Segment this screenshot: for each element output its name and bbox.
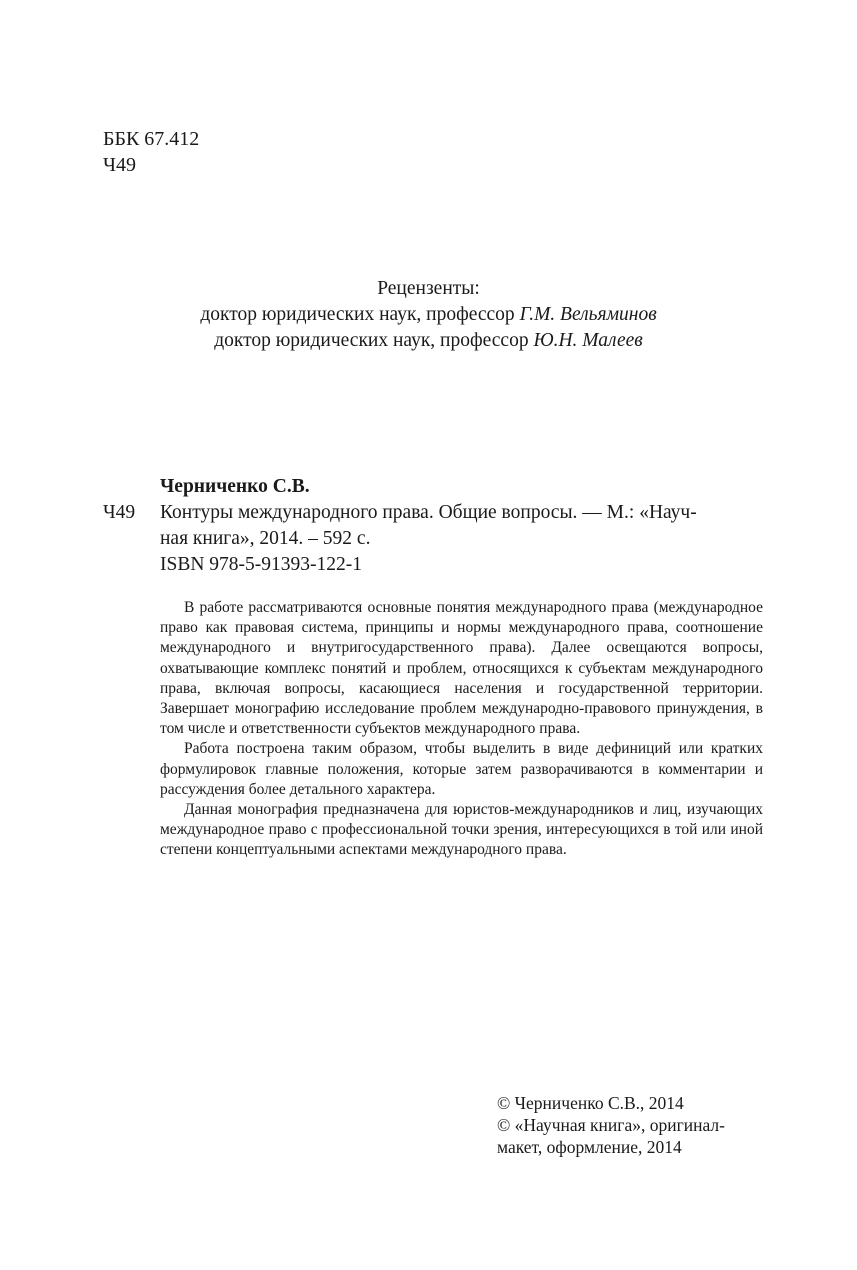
record-code: Ч49: [103, 502, 136, 523]
reviewer-line: [0, 302, 857, 328]
copyright-line: макет, оформление, 2014: [497, 1137, 682, 1157]
reviewer-line: [0, 328, 857, 354]
isbn: ISBN 978-5-91393-122-1: [160, 554, 363, 575]
reviewer-title: доктор юридических наук, профессор: [200, 304, 515, 325]
reviewers-block: [0, 276, 857, 354]
copyright-block: [497, 1092, 777, 1158]
title-line: [103, 500, 763, 526]
bbk-code: ББК 67.412: [103, 128, 200, 150]
author-sign: Ч49: [103, 154, 136, 176]
annotation: [160, 598, 763, 861]
reviewer-name: Г.М. Вельяминов: [519, 304, 657, 325]
annotation-paragraph: В работе рассматриваются основные понятия международного права (международное право как правовая система, принципы и нормы международного права, соотношение международного и внутригосударственного права). Далее освещаются вопросы, охватывающие комплекс понятий и проблем, относящихся к субъектам международного права, включая вопросы, касающиеся населения и государственной территории. Завершает монографию исследование проблем международно-правового принуждения, в том числе и ответственности субъектов международного права.: [160, 599, 763, 738]
annotation-paragraph: Данная монография предназначена для юристов-международников и лиц, изучающих международное право с профессиональной точки зрения, интересующихся в той или иной степени концептуальными аспектами международного права.: [160, 801, 763, 859]
copyright-line: © Черниченко С.В., 2014: [497, 1093, 684, 1113]
annotation-paragraph: Работа построена таким образом, чтобы выделить в виде дефиниций или кратких формулировок главные положения, которые затем разворачиваются в комментарии и рассуждения более детального характера.: [160, 740, 763, 798]
title-text: Контуры международного права. Общие вопросы. — М.: «Науч-: [160, 502, 697, 523]
reviewer-title: доктор юридических наук, профессор: [214, 330, 529, 351]
bibliographic-record: [103, 474, 763, 578]
author-name: Черниченко С.В.: [160, 476, 310, 497]
bbk-block: [103, 126, 199, 178]
reviewer-name: Ю.Н. Малеев: [533, 330, 643, 351]
reviewers-heading: Рецензенты:: [377, 278, 480, 299]
copyright-line: © «Научная книга», оригинал-: [497, 1115, 725, 1135]
title-line-continued: ная книга», 2014. – 592 с.: [160, 528, 371, 549]
